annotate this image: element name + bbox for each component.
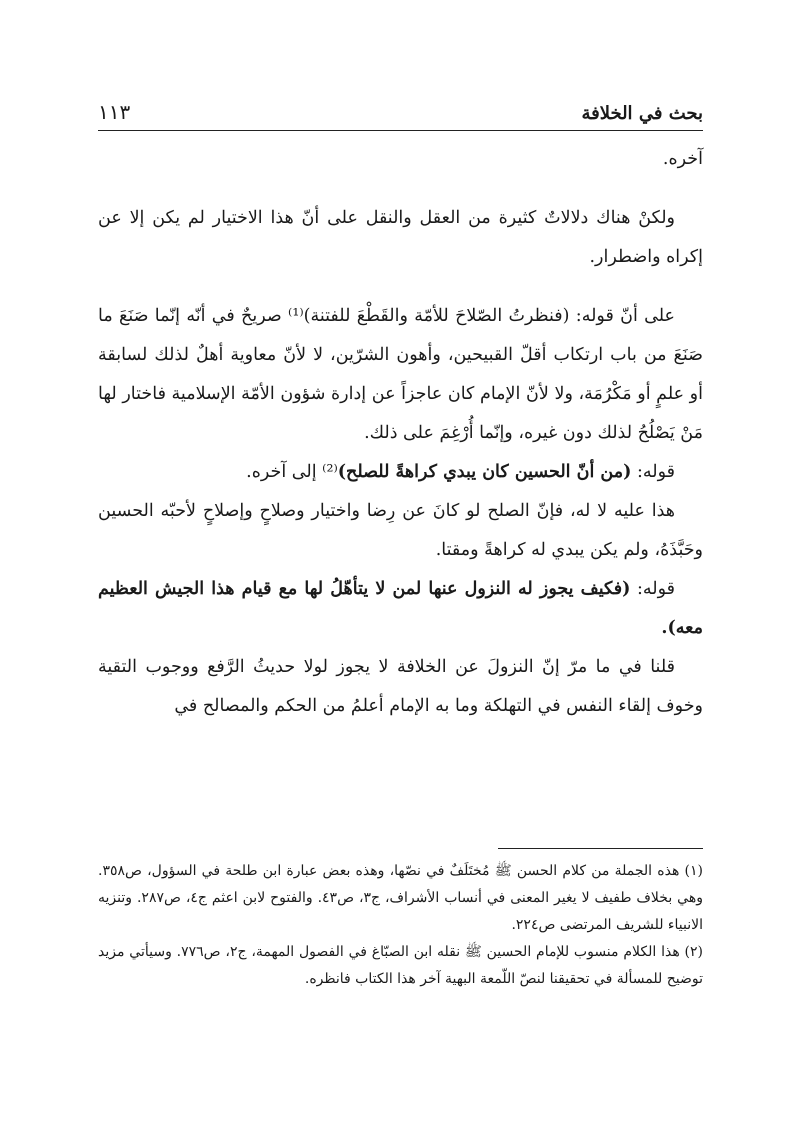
quote-text: (من أنّ الحسين كان يبدي كراهةً للصلح) [337,462,632,482]
quote-tail: ⁽²⁾ إلى آخره. [246,462,338,482]
footnotes [98,858,703,993]
quote-lead: قوله: [630,579,675,599]
footnote-divider [498,848,703,849]
running-title: بحث في الخلافة [581,103,703,124]
paragraph: على أنّ قوله: (فنظرتُ الصّلاحَ للأمّة والقَطْعَ للفتنة)⁽¹⁾ صريحٌ في أنّه إنّما صَنَعَ ما صَنَعَ من باب ارتكاب أقلّ القبيحين، وأهون الشرّين، لا لأنّ معاوية أهلٌ لذلك لسابقة أو علمٍ أو مَكْرُمَة، ولا لأنّ الإمام كان عاجزاً عن إدارة شؤون الأمّة الإسلامية فاختار لها مَنْ يَصْلُحُ لذلك دون غيره، وإنّما أُرْغِمَ على ذلك. [98,306,703,443]
paragraph-quote [98,570,703,648]
page-number: ١١٣ [98,100,131,124]
paragraph-continuation: آخره. [662,149,703,169]
page-header [98,96,703,131]
quote-lead: قوله: [631,462,675,482]
main-text [98,140,703,726]
paragraph-quote [98,453,703,492]
footnote-2: (٢) هذا الكلام منسوب للإمام الحسين ﷺ نقله ابن الصبّاغ في الفصول المهمة، ج٢، ص٧٧٦. وسيأتي مزيد توضيح للمسألة في تحقيقنا لنصّ اللّمعة البهية آخر هذا الكتاب فانظره. [98,944,703,987]
paragraph: ولكنْ هناك دلالاتٌ كثيرة من العقل والنقل على أنّ هذا الاختيار لم يكن إلا عن إكراه واضطرار. [98,208,703,267]
quote-text: (فكيف يجوز له النزول عنها لمن لا يتأهّلُ لها مع قيام هذا الجيش العظيم معه). [98,579,703,638]
paragraph: هذا عليه لا له، فإنّ الصلح لو كانَ عن رِضا واختيار وصلاحٍ وإصلاحٍ لأحبّه الحسين وحَبَّذَهُ، ولم يكن يبدي له كراهةً ومقتا. [98,501,703,560]
footnote-1: (١) هذه الجملة من كلام الحسن ﷺ مُختَلَفٌ في نصّها، وهذه بعض عبارة ابن طلحة في السؤول، ص٣٥٨. وهي بخلاف طفيف لا يغير المعنى في أنساب الأشراف، ج٣، ص٤٣. والفتوح لابن اعثم ج٤، ص٢٨٧. وتنزيه الانبياء للشريف المرتضى ص٢٢٤. [98,863,703,933]
paragraph: قلنا في ما مرّ إنّ النزولَ عن الخلافة لا يجوز لولا حديثُ الرَّفع ووجوب التقية وخوف إلقاء النفس في التهلكة وما به الإمام أعلمُ من الحكم والمصالح في [98,657,703,716]
